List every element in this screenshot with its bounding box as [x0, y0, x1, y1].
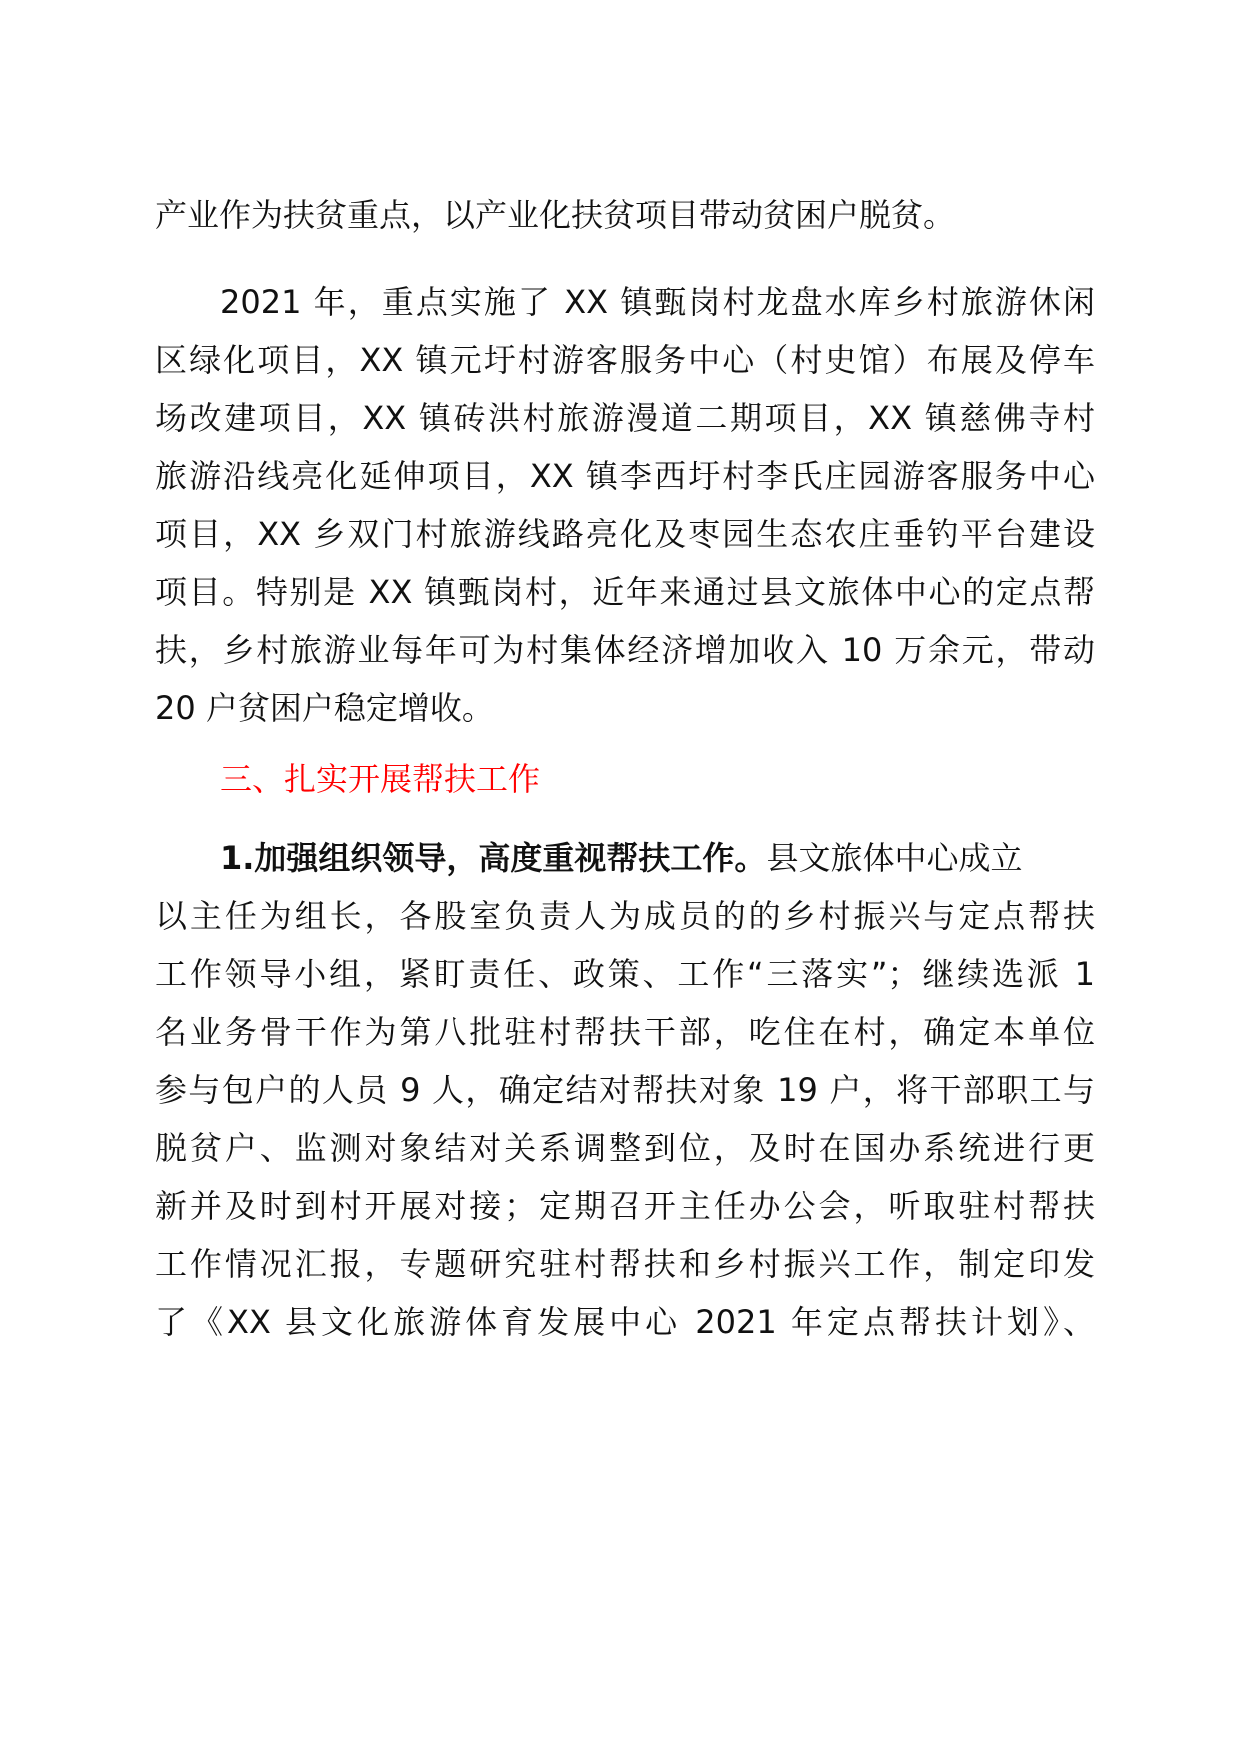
paragraph-3-line-5: 参与包户的人员 9 人，确定结对帮扶对象 19 户，将干部职工与 [155, 1071, 1095, 1109]
paragraph-1-line-1: 产业作为扶贫重点，以产业化扶贫项目带动贫困户脱贫。 [155, 196, 956, 234]
paragraph-3-line-2: 以主任为组长，各股室负责人为成员的的乡村振兴与定点帮扶 [155, 897, 1095, 935]
paragraph-3-line-8: 工作情况汇报，专题研究驻村帮扶和乡村振兴工作，制定印发 [155, 1245, 1095, 1283]
paragraph-3-bold-lead: 1.加强组织领导，高度重视帮扶工作。 [220, 839, 767, 877]
paragraph-2-line-1: 2021 年，重点实施了 XX 镇甄岗村龙盘水库乡村旅游休闲 [220, 283, 1095, 321]
paragraph-2-line-8: 20 户贫困户稳定增收。 [155, 689, 494, 727]
paragraph-2-line-6: 项目。特别是 XX 镇甄岗村，近年来通过县文旅体中心的定点帮 [155, 573, 1095, 611]
paragraph-2-line-2: 区绿化项目，XX 镇元圩村游客服务中心（村史馆）布展及停车 [155, 341, 1095, 379]
paragraph-2-line-5: 项目，XX 乡双门村旅游线路亮化及枣园生态农庄垂钓平台建设 [155, 515, 1095, 553]
paragraph-3-line-3: 工作领导小组，紧盯责任、政策、工作“三落实”；继续选派 1 [155, 955, 1095, 993]
paragraph-3-line-7: 新并及时到村开展对接；定期召开主任办公会，听取驻村帮扶 [155, 1187, 1095, 1225]
paragraph-3-line-6: 脱贫户、监测对象结对关系调整到位，及时在国办系统进行更 [155, 1129, 1095, 1167]
paragraph-2-line-4: 旅游沿线亮化延伸项目，XX 镇李西圩村李氏庄园游客服务中心 [155, 457, 1095, 495]
paragraph-3-line-1 [220, 836, 1095, 880]
paragraph-2-line-3: 场改建项目，XX 镇砖洪村旅游漫道二期项目，XX 镇慈佛寺村 [155, 399, 1095, 437]
paragraph-2-line-7: 扶，乡村旅游业每年可为村集体经济增加收入 10 万余元，带动 [155, 631, 1095, 669]
paragraph-3-first-line-rest: 县文旅体中心成立 [766, 839, 1023, 877]
section-heading: 三、扎实开展帮扶工作 [220, 760, 541, 798]
paragraph-3-line-4: 名业务骨干作为第八批驻村帮扶干部，吃住在村，确定本单位 [155, 1013, 1095, 1051]
paragraph-3-line-9: 了《XX 县文化旅游体育发展中心 2021 年定点帮扶计划》、 [155, 1303, 1095, 1341]
